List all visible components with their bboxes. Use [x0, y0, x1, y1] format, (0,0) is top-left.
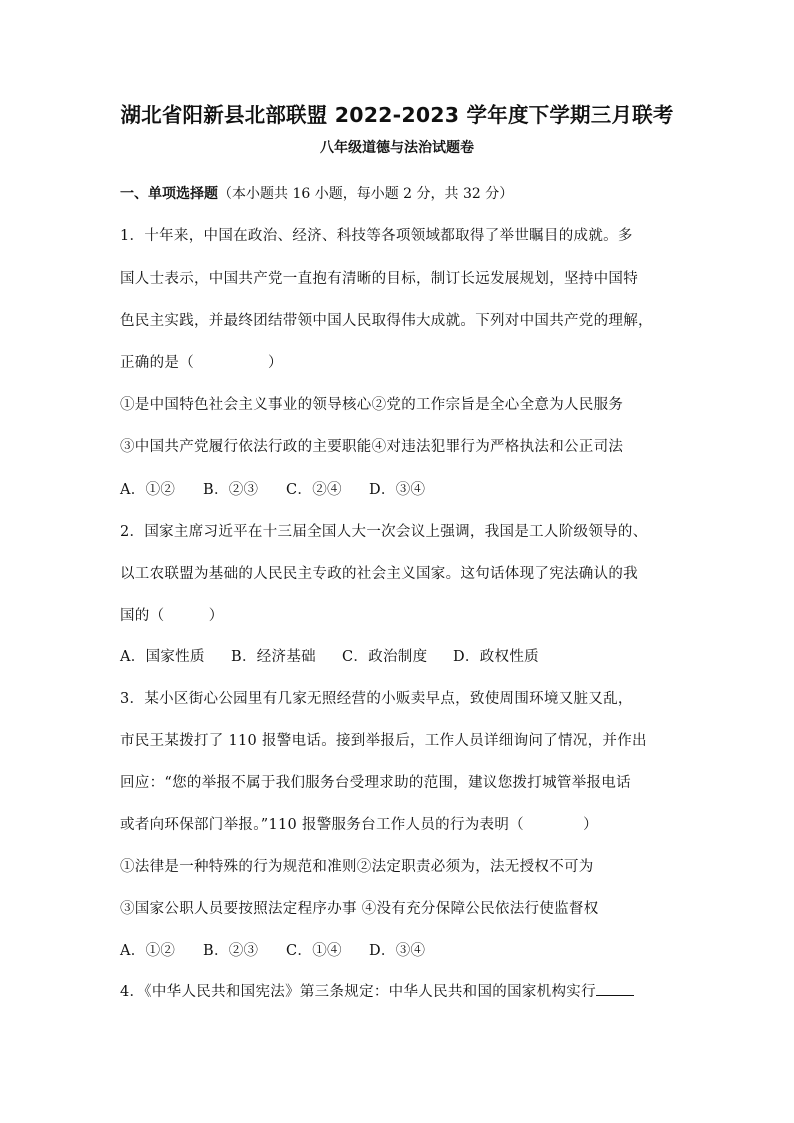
- q2-line-1: 2．国家主席习近平在十三届全国人大一次会议上强调，我国是工人阶级领导的、: [120, 524, 648, 540]
- q2-option-d: D．政权性质: [453, 649, 539, 665]
- q3-statement-1: ①法律是一种特殊的行为规范和准则②法定职责必须为，法无授权不可为: [120, 859, 594, 875]
- q1-option-c: C．②④: [286, 482, 342, 498]
- q1-option-d: D．③④: [369, 482, 426, 498]
- q2-option-c: C．政治制度: [342, 649, 428, 665]
- q1-statement-2: ③中国共产党履行依法行政的主要职能④对违法犯罪行为严格执法和公正司法: [120, 439, 624, 455]
- q4-text: 4．《中华人民共和国宪法》第三条规定：中华人民共和国的国家机构实行: [120, 984, 596, 1000]
- q1-option-a: A．①②: [120, 482, 176, 498]
- exam-subtitle: 八年级道德与法治试题卷: [320, 140, 474, 156]
- q4-answer-blank: [596, 981, 634, 996]
- q2-line-3: 国的（ ）: [120, 608, 224, 624]
- q1-line-3: 色民主实践，并最终团结带领中国人民取得伟大成就。下列对中国共产党的理解，: [120, 313, 653, 329]
- q2-options: [120, 645, 539, 666]
- q3-line-4: 或者向环保部门举报。”110 报警服务台工作人员的行为表明（ ）: [120, 817, 598, 833]
- q1-line-1: 1．十年来，中国在政治、经济、科技等各项领域都取得了举世瞩目的成就。多: [120, 228, 633, 244]
- q3-option-d: D．③④: [369, 943, 426, 959]
- q2-option-a: A．国家性质: [120, 649, 205, 665]
- q3-option-b: B．②③: [203, 943, 259, 959]
- q3-statement-2: ③国家公职人员要按照法定程序办事 ④没有充分保障公民依法行使监督权: [120, 901, 599, 917]
- exam-title: 湖北省阳新县北部联盟 2022-2023 学年度下学期三月联考: [120, 103, 674, 127]
- q1-line-2: 国人士表示，中国共产党一直抱有清晰的目标，制订长远发展规划，坚持中国特: [120, 271, 638, 287]
- q3-option-c: C．①④: [286, 943, 342, 959]
- q1-option-b: B．②③: [203, 482, 259, 498]
- q2-line-2: 以工农联盟为基础的人民民主专政的社会主义国家。这句话体现了宪法确认的我: [120, 566, 638, 582]
- q2-option-b: B．经济基础: [231, 649, 316, 665]
- q3-line-2: 市民王某拨打了 110 报警电话。接到举报后，工作人员详细询问了情况，并作出: [120, 733, 647, 749]
- q4-line-1: [120, 980, 634, 1001]
- q3-option-a: A．①②: [120, 943, 176, 959]
- q1-line-4: 正确的是（ ）: [120, 355, 283, 371]
- section-heading: [120, 183, 513, 203]
- q3-line-3: 回应：“您的举报不属于我们服务台受理求助的范围，建议您拨打城管举报电话: [120, 775, 631, 791]
- q1-statement-1: ①是中国特色社会主义事业的领导核心②党的工作宗旨是全心全意为人民服务: [120, 397, 624, 413]
- q3-options: [120, 939, 425, 960]
- section-title: 一、单项选择题: [120, 186, 218, 202]
- q1-options: [120, 478, 425, 499]
- q3-line-1: 3．某小区街心公园里有几家无照经营的小贩卖早点，致使周围环境又脏又乱，: [120, 691, 633, 707]
- section-note: （本小题共 16 小题，每小题 2 分，共 32 分）: [218, 186, 514, 202]
